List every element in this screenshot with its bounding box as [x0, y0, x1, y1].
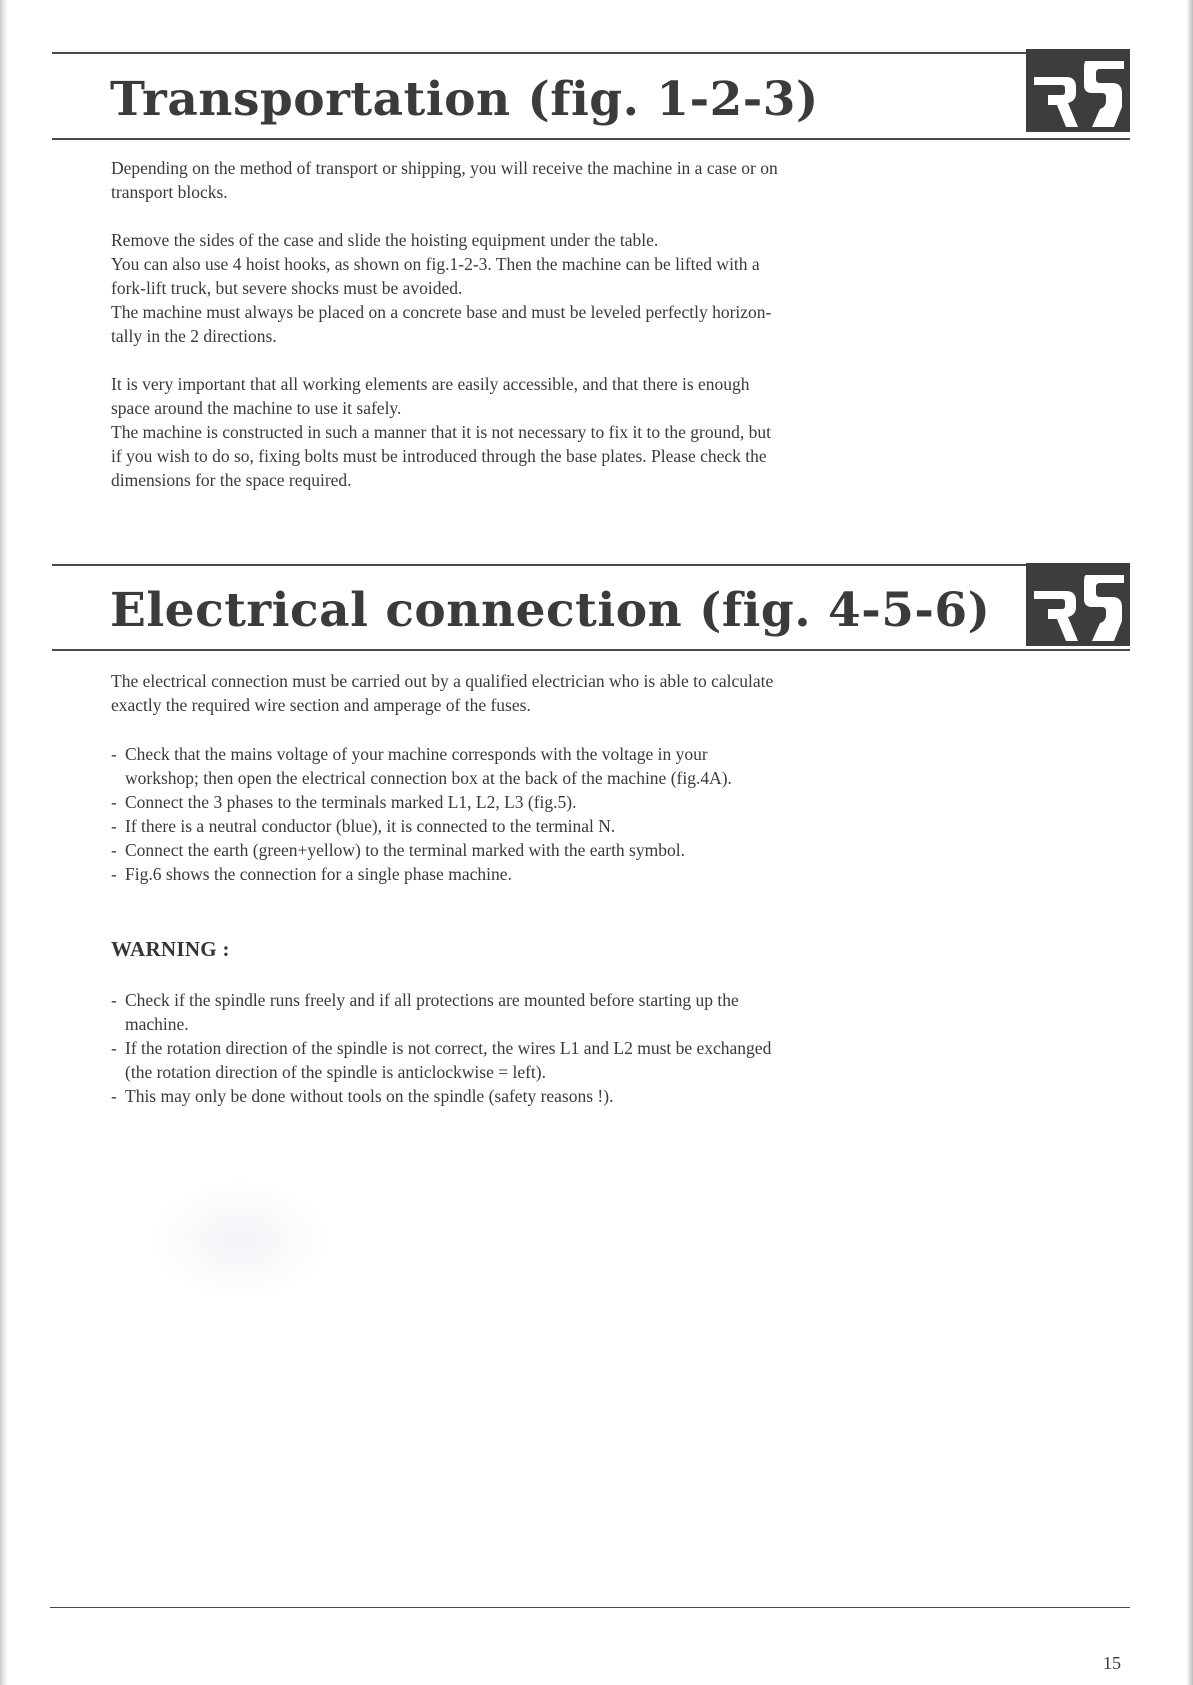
rs-logo-icon — [1026, 49, 1130, 132]
scan-edge-left — [0, 0, 8, 1685]
rs-logo-icon — [1026, 563, 1130, 646]
text-line: exactly the required wire section and amperage of the fuses. — [111, 695, 531, 715]
section-1-bottom-rule — [52, 138, 1130, 140]
bullet-dash: - — [111, 744, 117, 764]
scan-edge-right — [1187, 0, 1193, 1685]
section-1-title: Transportation (fig. 1-2-3) — [110, 72, 819, 127]
text-line: Check if the spindle runs freely and if all protections are mounted before starting up the — [125, 990, 739, 1010]
text-line: It is very important that all working elements are easily accessible, and that there is enough — [111, 374, 750, 394]
bullet-dash: - — [111, 1038, 117, 1058]
footer-rule — [50, 1607, 1130, 1608]
warning-heading: WARNING : — [111, 937, 230, 961]
list-item — [111, 1036, 931, 1084]
warnings-list — [111, 988, 931, 1108]
connection-steps-list — [111, 742, 931, 886]
list-item — [111, 742, 931, 790]
rs-logo-graphic — [1026, 563, 1130, 646]
text-line: transport blocks. — [111, 182, 228, 202]
list-item — [111, 790, 931, 814]
bullet-dash: - — [111, 990, 117, 1010]
section-2-intro — [111, 669, 911, 717]
text-line: The electrical connection must be carried out by a qualified electrician who is able to calculate — [111, 671, 774, 691]
text-line: fork-lift truck, but severe shocks must be avoided. — [111, 278, 463, 298]
bullet-dash: - — [111, 792, 117, 812]
text-line: Depending on the method of transport or shipping, you will receive the machine in a case or on — [111, 158, 778, 178]
section-2-top-rule — [52, 564, 1130, 566]
rs-logo-graphic — [1026, 49, 1130, 132]
text-line: tally in the 2 directions. — [111, 326, 277, 346]
text-line: dimensions for the space required. — [111, 470, 352, 490]
bullet-dash: - — [111, 840, 117, 860]
list-item — [111, 814, 931, 838]
text-line: Fig.6 shows the connection for a single phase machine. — [125, 864, 512, 884]
bullet-dash: - — [111, 1086, 117, 1106]
text-line: If the rotation direction of the spindle is not correct, the wires L1 and L2 must be exchanged — [125, 1038, 772, 1058]
section-1-top-rule — [52, 52, 1130, 54]
section-1-paragraph-3 — [111, 372, 911, 492]
bullet-dash: - — [111, 816, 117, 836]
text-line: Connect the earth (green+yellow) to the terminal marked with the earth symbol. — [125, 840, 685, 860]
text-line: if you wish to do so, fixing bolts must be introduced through the base plates. Please check the — [111, 446, 767, 466]
bullet-dash: - — [111, 864, 117, 884]
text-line: workshop; then open the electrical connection box at the back of the machine (fig.4A). — [125, 768, 732, 788]
text-line: Check that the mains voltage of your machine corresponds with the voltage in your — [125, 744, 708, 764]
section-2-bottom-rule — [52, 649, 1130, 651]
list-item — [111, 988, 931, 1036]
section-2-title: Electrical connection (fig. 4-5-6) — [110, 583, 991, 638]
page-number: 15 — [1103, 1653, 1121, 1673]
scan-smudge — [150, 1180, 330, 1300]
text-line: (the rotation direction of the spindle is anticlockwise = left). — [125, 1062, 546, 1082]
section-1-paragraph-1 — [111, 156, 911, 204]
text-line: The machine is constructed in such a manner that it is not necessary to fix it to the ground, but — [111, 422, 771, 442]
text-line: machine. — [125, 1014, 189, 1034]
text-line: The machine must always be placed on a concrete base and must be leveled perfectly horizon- — [111, 302, 772, 322]
list-item — [111, 838, 931, 862]
text-line: Remove the sides of the case and slide the hoisting equipment under the table. — [111, 230, 659, 250]
section-1-paragraph-2 — [111, 228, 911, 348]
list-item — [111, 1084, 931, 1108]
text-line: Connect the 3 phases to the terminals marked L1, L2, L3 (fig.5). — [125, 792, 577, 812]
text-line: space around the machine to use it safely. — [111, 398, 402, 418]
text-line: This may only be done without tools on the spindle (safety reasons !). — [125, 1086, 614, 1106]
text-line: If there is a neutral conductor (blue), it is connected to the terminal N. — [125, 816, 616, 836]
list-item — [111, 862, 931, 886]
text-line: You can also use 4 hoist hooks, as shown on fig.1-2-3. Then the machine can be lifted with a — [111, 254, 760, 274]
